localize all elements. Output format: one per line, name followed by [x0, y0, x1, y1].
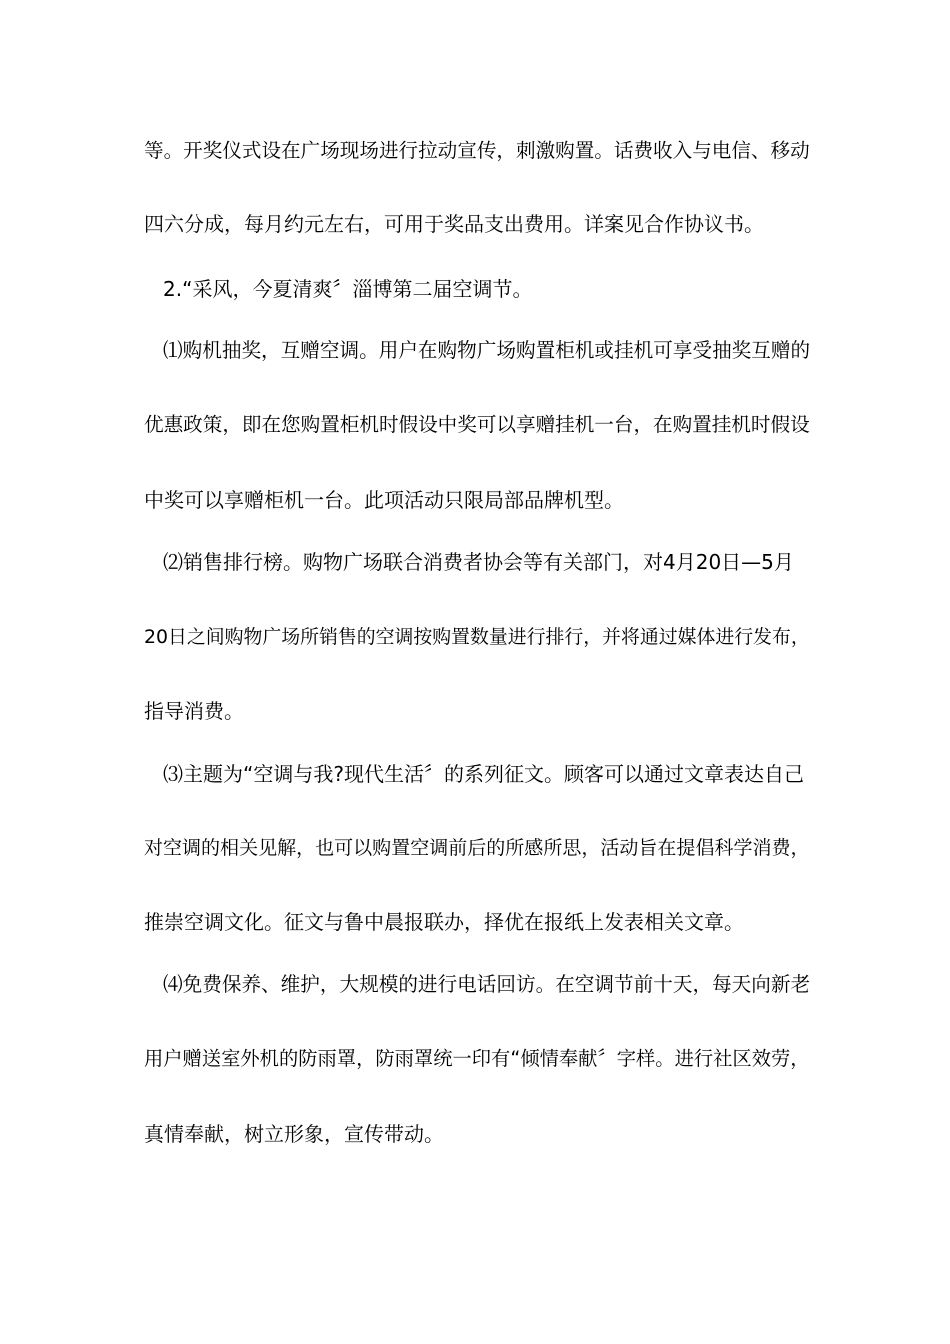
paragraph-line: 指导消费。: [144, 699, 244, 723]
paragraph-line: 等。开奖仪式设在广场现场进行拉动宣传，刺激购置。话费收入与电信、移动: [144, 139, 810, 162]
paragraph-line: ⑶主题为“空调与我?现代生活〞的系列征文。顾客可以通过文章表达自己: [163, 762, 804, 786]
paragraph-line: 对空调的相关见解，也可以购置空调前后的所感所思，活动旨在提倡科学消费，: [144, 837, 810, 859]
paragraph-line: 20日之间购物广场所销售的空调按购置数量进行排行，并将通过媒体进行发布，: [144, 626, 810, 648]
paragraph-line: ⑵销售排行榜。购物广场联合消费者协会等有关部门，对4月20日—5月: [163, 550, 794, 574]
paragraph-line: 中奖可以享赠柜机一台。此项活动只限局部品牌机型。: [144, 488, 624, 512]
paragraph-line: 用户赠送室外机的防雨罩，防雨罩统一印有“倾情奉献〞字样。进行社区效劳，: [144, 1047, 810, 1070]
paragraph-line: 四六分成，每月约元左右，可用于奖品支出费用。详案见合作协议书。: [144, 212, 764, 236]
paragraph-line: ⑴购机抽奖，互赠空调。用户在购物广场购置柜机或挂机可享受抽奖互赠的: [163, 339, 811, 362]
paragraph-line: 推崇空调文化。征文与鲁中晨报联办，择优在报纸上发表相关文章。: [144, 910, 744, 934]
paragraph-line: ⑷免费保养、维护，大规模的进行电话回访。在空调节前十天，每天向新老: [163, 973, 811, 996]
paragraph-line: 优惠政策，即在您购置柜机时假设中奖可以享赠挂机一台，在购置挂机时假设: [144, 413, 810, 436]
section-heading: 2.“采风，今夏清爽〞淄博第二届空调节。: [163, 277, 533, 301]
paragraph-line: 真情奉献，树立形象，宣传带动。: [144, 1122, 444, 1146]
